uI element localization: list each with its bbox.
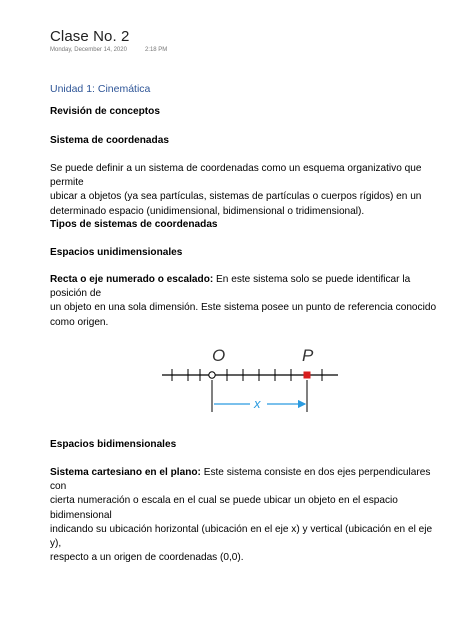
paragraph-line: como origen. <box>50 316 109 328</box>
origin-marker <box>209 372 215 378</box>
origin-label: O <box>212 346 226 365</box>
coords-paragraph <box>50 162 440 219</box>
paragraph-line: Se puede definir a un sistema de coordenadas como un esquema organizativo que permite <box>50 163 422 189</box>
review-heading: Revisión de conceptos <box>50 106 160 117</box>
paragraph-line: un objeto en una sola dimensión. Este sistema posee un punto de referencia conocido <box>50 302 437 314</box>
paragraph-line: ubicar a objetos (ya sea partículas, sistemas de partículas o cuerpos rígidos) en un <box>50 191 422 203</box>
paragraph-text: Este sistema consiste en dos ejes perpendiculares con <box>50 467 431 493</box>
number-line-figure <box>150 336 350 416</box>
paragraph-line <box>50 273 440 301</box>
page-meta <box>50 47 167 53</box>
paragraph-line: cierta numeración o escala en el cual se puede ubicar un objeto en el espacio bidimensional <box>50 495 398 521</box>
point-marker <box>304 372 311 379</box>
page-title[interactable]: Clase No. 2 <box>50 28 130 45</box>
coords-heading: Sistema de coordenadas <box>50 135 169 146</box>
paragraph-line: respecto a un origen de coordenadas (0,0). <box>50 552 244 564</box>
term-label: Sistema cartesiano en el plano: <box>50 467 201 478</box>
two-dim-heading: Espacios bidimensionales <box>50 439 177 450</box>
types-heading: Tipos de sistemas de coordenadas <box>50 219 218 230</box>
paragraph-text: En este sistema solo se puede identificar la posición de <box>50 274 411 300</box>
paragraph-line: indicando su ubicación horizontal (ubicación en el eje x) y vertical (ubicación en el eje y), <box>50 523 433 550</box>
paragraph-line <box>50 466 440 494</box>
distance-label: x <box>254 396 261 411</box>
term-label: Recta o eje numerado o escalado: <box>50 274 214 285</box>
number-line-paragraph <box>50 273 440 330</box>
unit-heading: Unidad 1: Cinemática <box>50 83 151 95</box>
page-date: Monday, December 14, 2020 <box>50 47 127 53</box>
page-time: 2:18 PM <box>144 47 168 53</box>
point-label: P <box>302 346 314 365</box>
cartesian-paragraph <box>50 466 440 565</box>
one-dim-heading: Espacios unidimensionales <box>50 247 183 258</box>
paragraph-line: determinado espacio (unidimensional, bidimensional o tridimensional). <box>50 205 365 217</box>
